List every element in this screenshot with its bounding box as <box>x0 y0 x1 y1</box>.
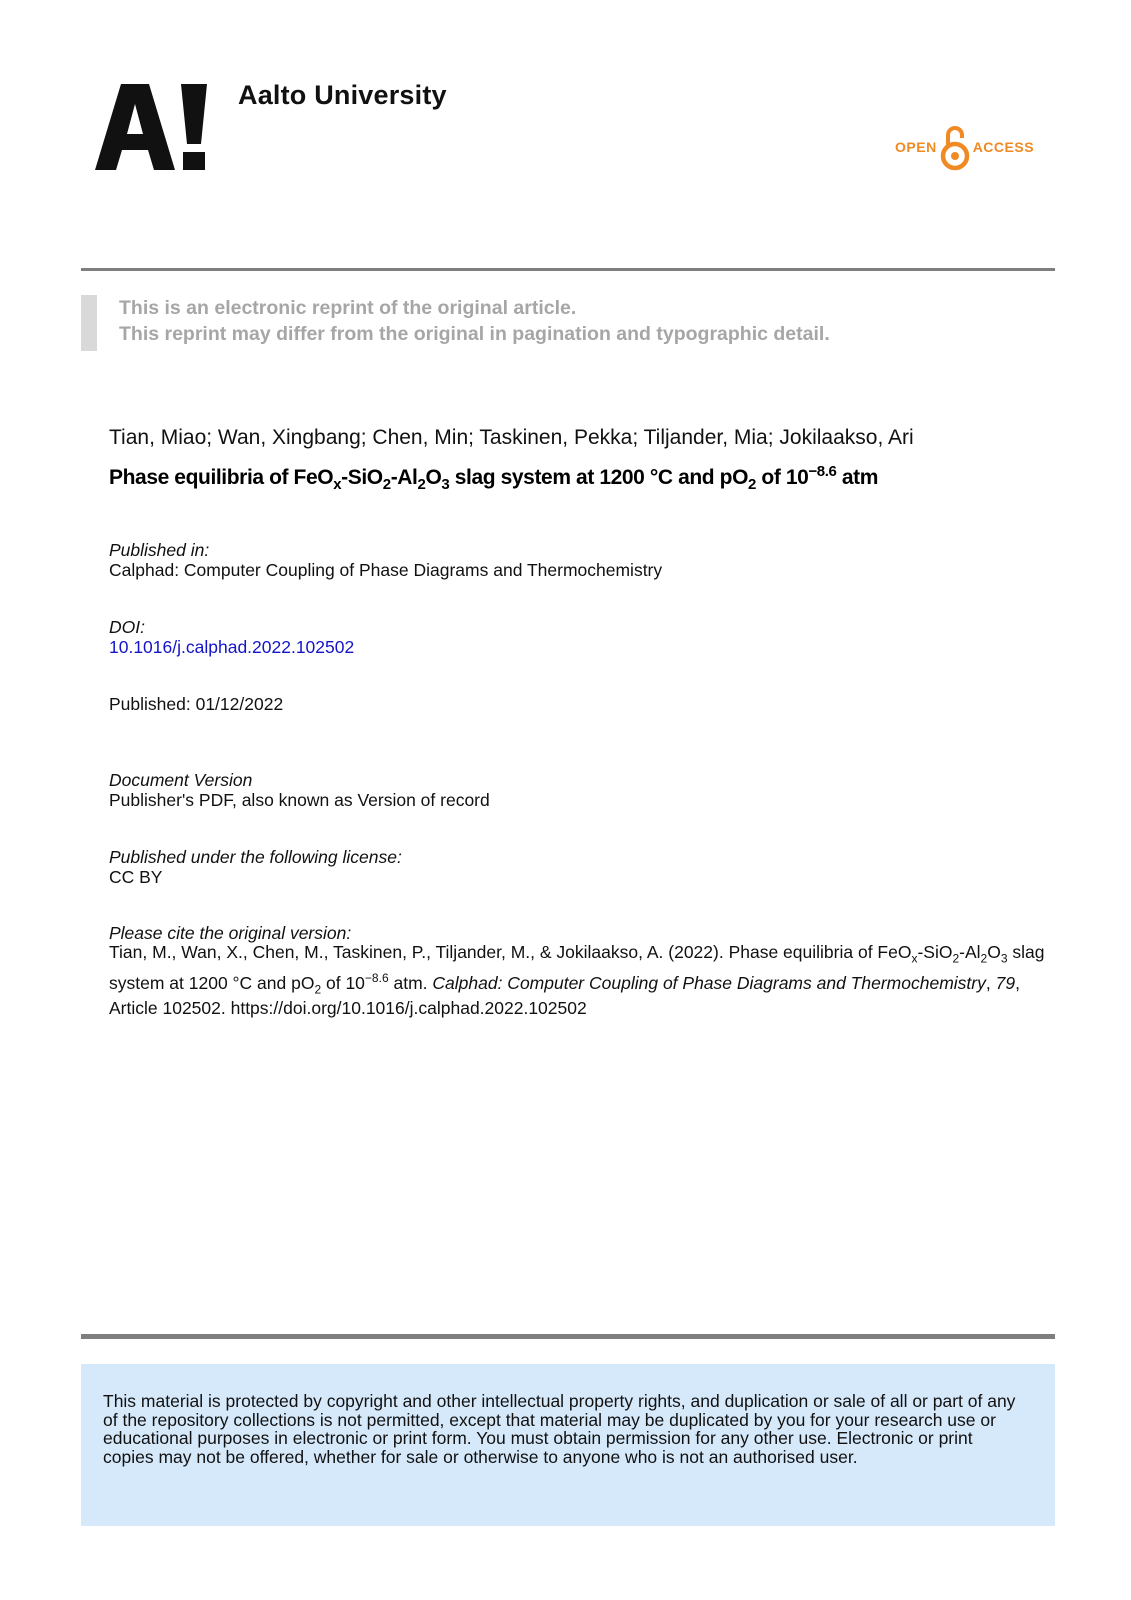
citation-label: Please cite the original version: <box>109 923 352 943</box>
reprint-notice <box>81 295 830 351</box>
license-block <box>109 847 402 887</box>
license-label: Published under the following license: <box>109 847 402 867</box>
reprint-notice-line1: This is an electronic reprint of the original article. <box>119 297 577 319</box>
aalto-logo-mark <box>95 84 211 170</box>
top-divider <box>81 268 1055 271</box>
aalto-logo-text: Aalto University <box>238 80 447 110</box>
citation-journal: Calphad: Computer Coupling of Phase Diagrams and Thermochemistry <box>432 972 986 993</box>
citation-volume: 79 <box>995 972 1016 993</box>
bottom-divider <box>81 1334 1055 1339</box>
citation-text: Tian, M., Wan, X., Chen, M., Taskinen, P., Tiljander, M., & Jokilaakso, A. (2022). Phase equilibria of $FeO_x-SiO_2-Al_2O_3$ slag system at 1200 °C and $pO_2$ of $10^{-8.6}$ atm. Calphad: Computer Coupling of Phase Diagrams and Thermochemistry, 79, Article 102502. https://doi.org/10.1016/j.calphad.2022.102502 <box>109 942 1045 1018</box>
reprint-notice-line2: This reprint may differ from the original in pagination and typographic detail. <box>119 323 830 345</box>
citation-block <box>109 924 1054 1018</box>
published-in <box>109 540 662 580</box>
document-version-value: Publisher's PDF, also known as Version of record <box>109 790 490 810</box>
open-lock-icon <box>940 123 970 171</box>
document-version <box>109 770 490 810</box>
doi-block <box>109 617 354 657</box>
license-value: CC BY <box>109 867 163 887</box>
doi-label: DOI: <box>109 617 145 637</box>
published-date: Published: 01/12/2022 <box>109 694 284 714</box>
open-access-label-right: ACCESS <box>972 139 1035 155</box>
article-authors: Tian, Miao; Wan, Xingbang; Chen, Min; Taskinen, Pekka; Tiljander, Mia; Jokilaakso, Ari <box>109 426 914 449</box>
doi-link[interactable]: 10.1016/j.calphad.2022.102502 <box>109 637 355 657</box>
published-in-label: Published in: <box>109 540 210 560</box>
document-version-label: Document Version <box>109 770 253 790</box>
open-access-label-left: OPEN <box>895 139 937 155</box>
copyright-notice: This material is protected by copyright and other intellectual property rights, and duplication or sale of all or part of any of the repository collections is not permitted, except that material may be duplicated by you for your research use or educational purposes in electronic or print form. You must obtain permission for any other use. Electronic or print copies may not be offered, whether for sale or otherwise to anyone who is not an authorised user. <box>81 1364 1055 1526</box>
open-access-badge <box>895 123 1034 171</box>
published-in-value: Calphad: Computer Coupling of Phase Diagrams and Thermochemistry <box>109 560 663 580</box>
article-title: Phase equilibria of $FeO_x-SiO_2-Al_2O_3$ slag system at 1200 °C and $pO_2$ of $10^{-8.6}$ atm <box>109 463 879 494</box>
